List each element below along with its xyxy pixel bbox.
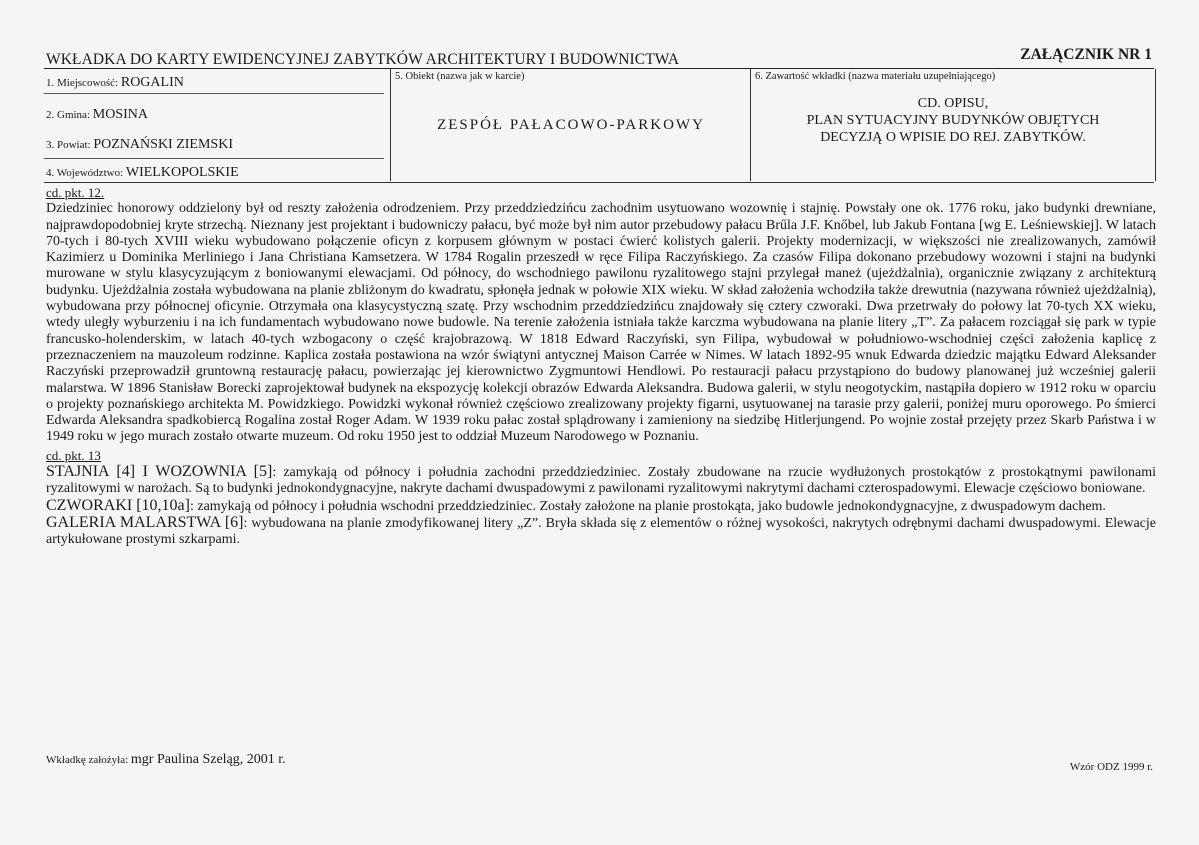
document-title: WKŁADKA DO KARTY EWIDENCYJNEJ ZABYTKÓW ARCHITEKTURY I BUDOWNICTWA [46, 51, 680, 68]
author-value: mgr Paulina Szeląg, 2001 r. [130, 752, 286, 767]
template-version: Wzór ODZ 1999 r. [1069, 761, 1153, 773]
field-wojewodztwo: 4. Województwo: WIELKOPOLSKIE [46, 165, 239, 180]
section-13-item [46, 498, 1156, 515]
author-line [46, 752, 286, 768]
section-13-item [46, 464, 1156, 498]
author-label: Wkładkę założyła: [46, 754, 131, 766]
building-description: : zamykają od północy i południa zachodni przeddziedziniec. Zostały zbudowane na rzucie wydłużonych prostokątów z prostokątnymi pawilonami ryzalitowymi w narożach. Są to budynki jednokondygnacyjne, nakryte dachami dwuspadowymi z pawilonami ryzalitowymi nakrytymi dachami czterospadowymi. Elewacje częściowo boniowane. [46, 465, 1157, 497]
powiat-value: POZNAŃSKI ZIEMSKI [93, 137, 233, 152]
field-gmina: 2. Gmina: MOSINA [46, 107, 148, 122]
miejscowosc-value: ROGALIN [120, 75, 184, 90]
building-description: : zamykają od północy i południa wschodni przeddziedziniec. Zostały założone na planie prostokąta, jako budowle jednokondygnacyjne, z dwuspadowym dachem. [189, 498, 1106, 514]
location-fields-box [44, 69, 384, 181]
header-box-bottom-rule [44, 182, 1154, 183]
section-12-text: Dziedziniec honorowy oddzielony był od reszty założenia odrodzeniem. Przy przeddziedzińcu zachodnim usytuowano wozownię i stajnię. Powstały one ok. 1776 roku, jako budynki drewniane, najprawdopodobniej kryte strzechą. Nieznany jest projektant i budowniczy pałacu, być może był nim autor przebudowy pałacu Brűla J.F. Knőbel, lub Jakub Fontana [wg E. Leśniewskiej]. W latach 70-tych i 80-tych XVIII wieku wybudowano połączenie oficyn z korpusem głównym w postaci ćwierć kolistych galerii. Projekty modernizacji, w większości nie zrealizowanych, zamówił Kazimierz u Dominika Merliniego i Jana Christiana Kamsetzera. W 1784 Rogalin przeszedł w ręce Filipa Raczyńskiego. Za czasów Filipa dokonano przebudowy wozowni i stajni na budynki murowane w stylu klasycyzującym z boniowanymi elewacjami. Od północy, do wschodniego pawilonu ryzalitowego stajni przylegał maneż (ujeżdżalnia), organicznie związany z architekturą budynku. Ujeżdżalnia została wybudowana na planie zbliżonym do kwadratu, spłonęła jednak w połowie XIX wieku. W skład założenia wchodziła także drewutnia (nazywana również ujeżdżalnią), wybudowana przy północnej oficynie. Otrzymała ona klasycystyczną szatę. Przy wschodnim przeddziedzińcu znajdowały się cztery czworaki. Dwa przetrwały do połowy lat 70-tych XX wieku, wtedy uległy wyburzeniu i na ich fundamentach wybudowano nowe budowle. Na terenie założenia istniała także karczma wybudowana na planie litery „T”. Za pałacem rozciągał się park w typie francusko-holenderskim, w latach 40-tych wzbogacony o część krajobrazową. W 1818 Edward Raczyński, syn Filipa, wybudował w południowo-wschodniej części założenia kaplicę z przeznaczeniem na mauzoleum rodzinne. Kaplica została postawiona na wzór świątyni antycznej Maison Carrée w Nimes. W latach 1892-95 wnuk Edwarda dziedzic majątku Edward Aleksander Raczyński przeprowadził gruntowną restaurację pałacu, powierzając jej kierownictwo Zygmuntowi Hendlowi. Po restauracji pałacu przystąpiono do budowy planowanej już wcześniej galerii malarstwa. W 1896 Stanisław Borecki zaprojektował budynek na ekspozycję kolekcji obrazów Edwarda Aleksandra. Budowa galerii, w stylu neogotyckim, nastąpiła dopiero w 1912 roku w oparciu o projekty poznańskiego architekta M. Powidzkiego. Powidzki wykonał również częściowo zrealizowany projekty figarni, usytuowanej na tarasie przy galerii, poniżej muru oporowego. Po śmierci Edwarda Aleksandra spadkobiercą Rogalina został Roger Adam. W 1939 roku pałac został splądrowany i zamieniony na siedzibę Hitlerjungend. Po wojnie został przejęty przez Skarb Państwa i w 1949 roku w jego murach zostało otwarte muzeum. Od roku 1950 jest to oddział Muzeum Narodowego w Poznaniu. [46, 201, 1156, 445]
annex-label: ZAŁĄCZNIK NR 1 [1020, 46, 1152, 63]
building-name: STAJNIA [4] I WOZOWNIA [5] [46, 463, 273, 481]
obiekt-value: ZESPÓŁ PAŁACOWO-PARKOWY [437, 117, 705, 133]
zawartosc-label: 6. Zawartość wkładki (nazwa materiału uzupełniającego) [755, 71, 996, 82]
field-rule [44, 93, 384, 94]
contents-box [750, 69, 1156, 181]
wojewodztwo-value: WIELKOPOLSKIE [125, 165, 239, 180]
field-miejscowosc: 1. Miejscowość: ROGALIN [46, 75, 184, 90]
section-13-item [46, 515, 1156, 549]
building-name: GALERIA MALARSTWA [6] [46, 513, 244, 531]
object-box [390, 69, 751, 181]
field-powiat: 3. Powiat: POZNAŃSKI ZIEMSKI [46, 137, 233, 152]
obiekt-label: 5. Obiekt (nazwa jak w karcie) [395, 71, 525, 82]
section-13-heading: cd. pkt. 13 [46, 447, 101, 463]
section-12-heading: cd. pkt. 12. [46, 185, 105, 200]
building-description: : wybudowana na planie zmodyfikowanej litery „Z”. Bryła składa się z elementów o różnej wysokości, nakrytych odrębnymi dachami dwuspadowymi. Elewacje artykułowane prostymi szkarpami. [46, 515, 1156, 548]
gmina-value: MOSINA [92, 107, 148, 122]
zawartosc-value: CD. OPISU, PLAN SYTUACYJNY BUDYNKÓW OBJĘTYCH DECYZJĄ O WPISIE DO REJ. ZABYTKÓW. [806, 96, 1100, 145]
document-body [46, 185, 1156, 549]
field-rule [44, 158, 384, 159]
building-name: CZWORAKI [10,10a] [46, 496, 190, 514]
